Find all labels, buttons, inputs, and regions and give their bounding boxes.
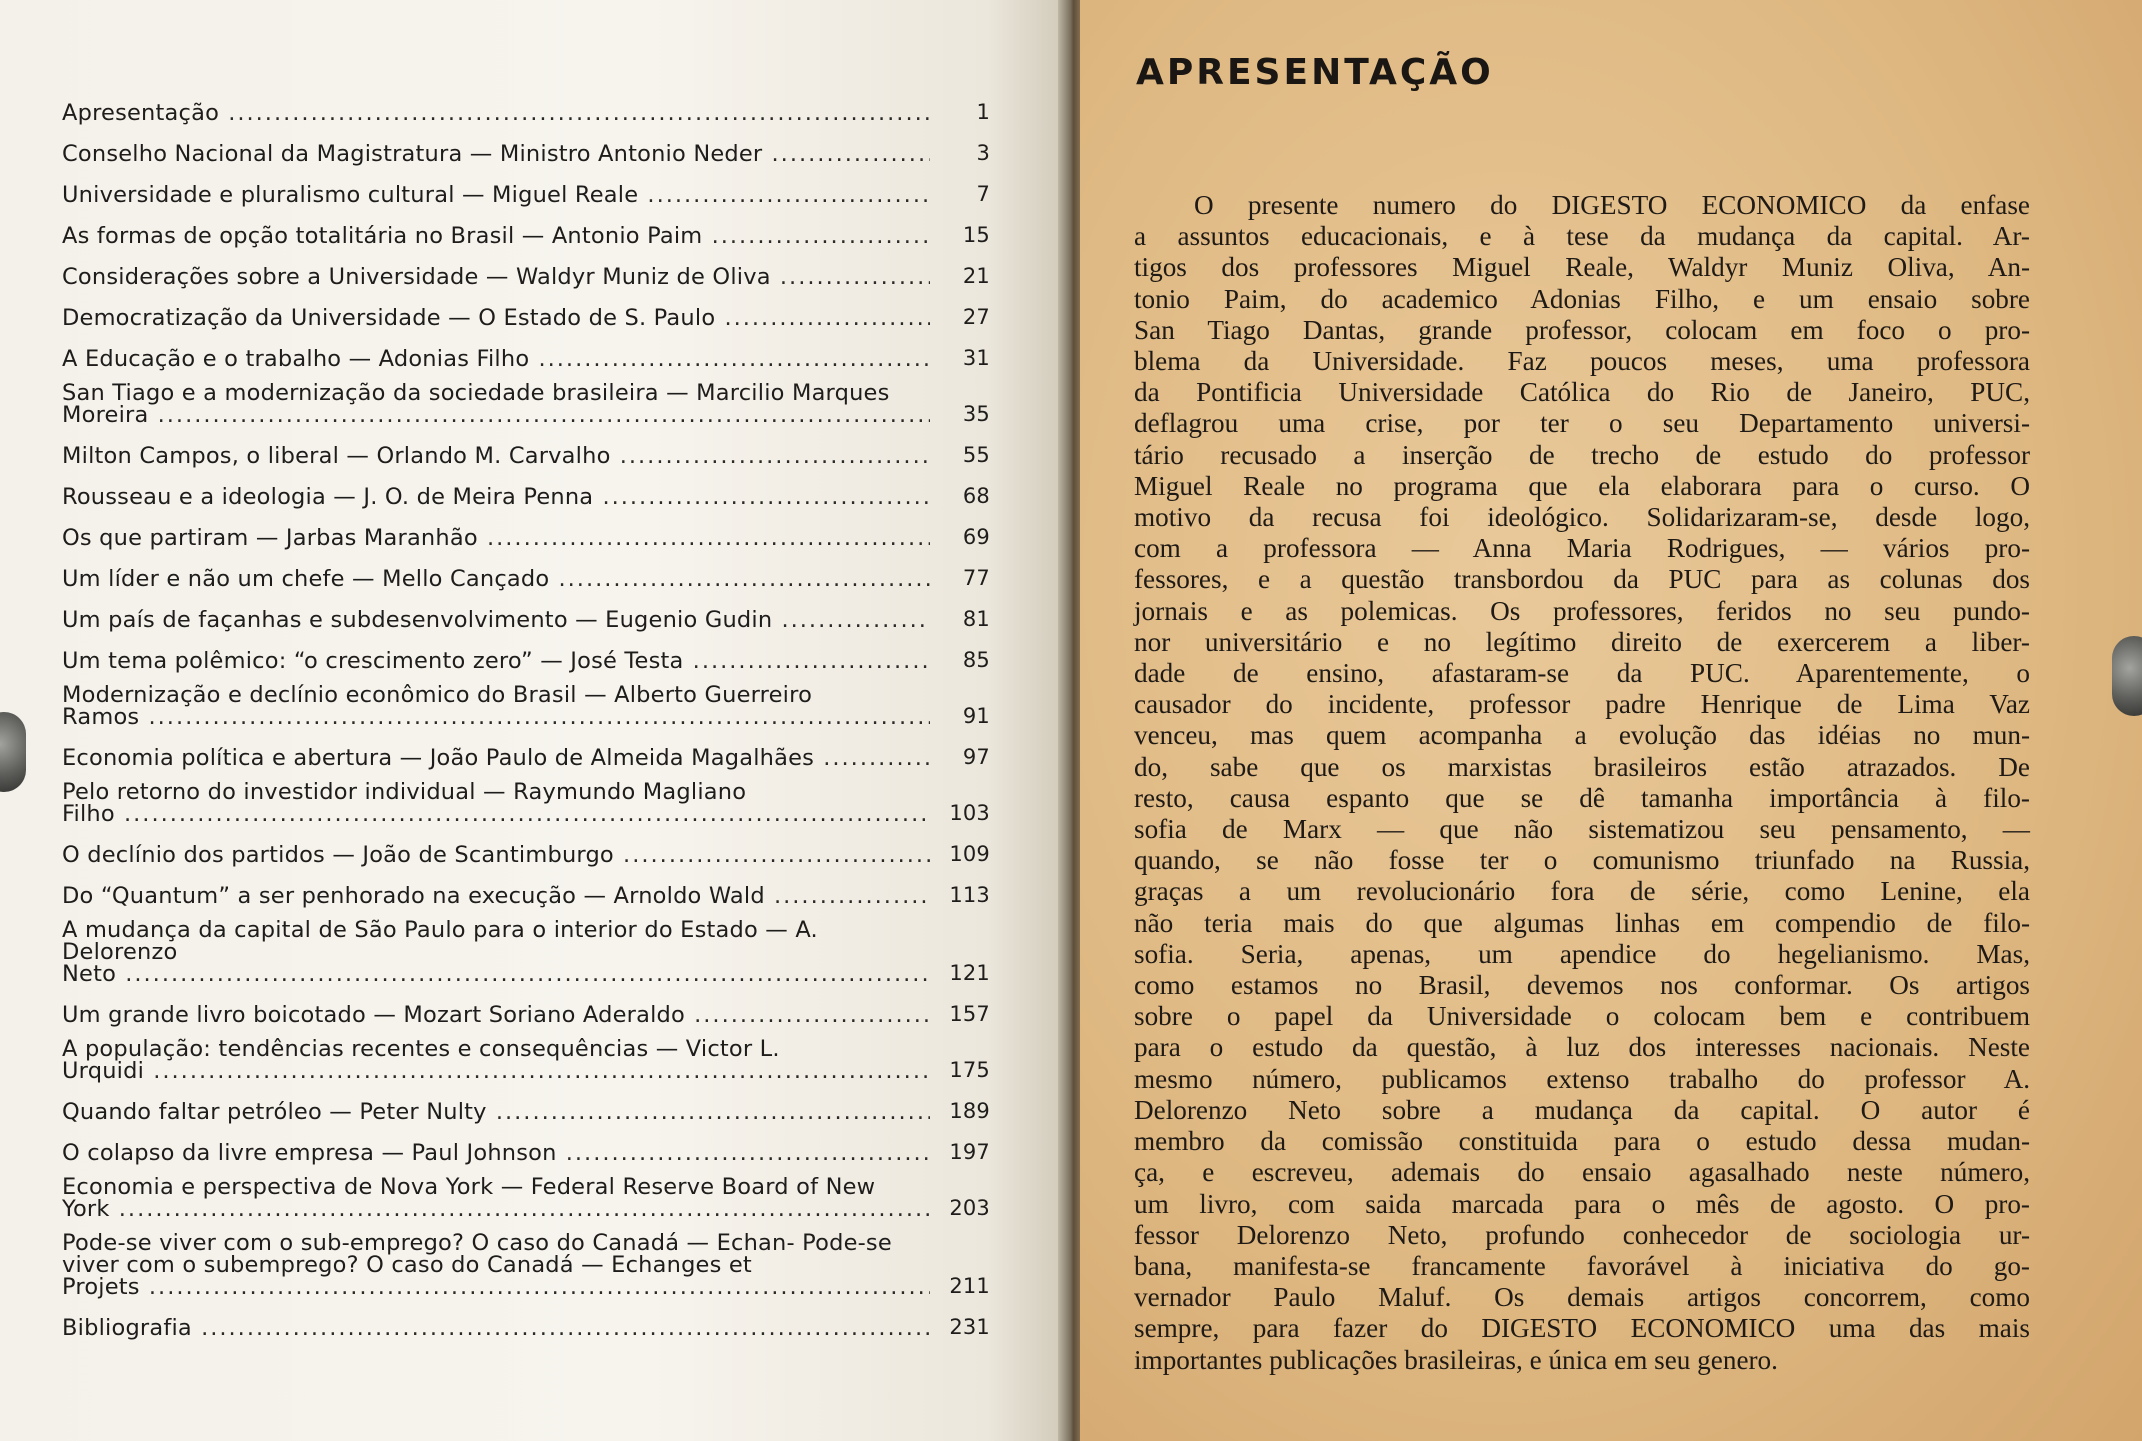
toc-entry: [62, 223, 990, 249]
toc-entry-page: 203: [949, 1196, 990, 1220]
toc-entry-page: 7: [976, 182, 990, 206]
article-line: deflagrou uma crise, por ter o seu Departamento universi-: [1134, 408, 2030, 439]
toc-entry: [62, 382, 990, 428]
article-line: importantes publicações brasileiras, e única em seu genero.: [1134, 1344, 1778, 1375]
toc-entry-page: 15: [962, 223, 990, 247]
toc-entry-page: 97: [962, 745, 990, 769]
toc-entry-title: Modernização e declínio econômico do Brasil — Alberto Guerreiro Ramos .....: [62, 684, 930, 730]
table-of-contents: [62, 100, 990, 1341]
toc-entry-title: A Educação e o trabalho — Adonias Filho .....: [62, 348, 930, 372]
article-line: causador do incidente, professor padre Henrique de Lima Vaz: [1134, 689, 2030, 720]
article-line: jornais e as polemicas. Os professores, feridos no seu pundo-: [1134, 595, 2030, 626]
article-line: membro da comissão constituida para o estudo dessa mudan-: [1134, 1126, 2030, 1157]
toc-entry-page: 175: [949, 1058, 990, 1082]
toc-entry: [62, 1232, 990, 1300]
toc-entry-title: Rousseau e a ideologia — J. O. de Meira Penna .....: [62, 486, 930, 510]
toc-entry: [62, 1038, 990, 1084]
toc-entry-page: 113: [949, 883, 990, 907]
toc-entry-page: 35: [962, 402, 990, 426]
toc-entry-title: Considerações sobre a Universidade — Waldyr Muniz de Oliva .....: [62, 266, 930, 290]
toc-entry-page: 211: [949, 1274, 990, 1298]
toc-entry-title: Democratização da Universidade — O Estado de S. Paulo .....: [62, 307, 930, 331]
article-line: graças a um revolucionário fora de série, como Lenine, ela: [1134, 876, 2030, 907]
article-line: sofia. Seria, apenas, um apendice do hegelianismo. Mas,: [1134, 938, 2030, 969]
toc-entry-title: Um tema polêmico: “o crescimento zero” — José Testa .....: [62, 650, 930, 674]
toc-entry-page: 91: [962, 704, 990, 728]
toc-entry: [62, 1140, 990, 1166]
toc-entry-title: As formas de opção totalitária no Brasil — Antonio Paim .....: [62, 225, 930, 249]
toc-entry-title: O declínio dos partidos — João de Scantimburgo .....: [62, 844, 930, 868]
article-line: da Pontificia Universidade Católica do Rio de Janeiro, PUC,: [1134, 377, 2030, 408]
toc-entry: [62, 607, 990, 633]
toc-entry-page: 77: [962, 566, 990, 590]
toc-entry-page: 68: [962, 484, 990, 508]
toc-entry: [62, 525, 990, 551]
article-line: fessor Delorenzo Neto, profundo conhecedor de sociologia ur-: [1134, 1219, 2030, 1250]
toc-entry-page: 197: [949, 1140, 990, 1164]
toc-entry-title: Um grande livro boicotado — Mozart Soriano Aderaldo .....: [62, 1004, 930, 1028]
toc-entry: [62, 1315, 990, 1341]
article-line: mesmo número, publicamos extenso trabalho do professor A.: [1134, 1063, 2030, 1094]
staple-right: [2112, 636, 2142, 716]
toc-entry: [62, 1176, 990, 1222]
toc-entry: [62, 264, 990, 290]
article-line: tigos dos professores Miguel Reale, Waldyr Muniz Oliva, An-: [1134, 252, 2030, 283]
article-line: como estamos no Brasil, devemos nos conformar. Os artigos: [1134, 970, 2030, 1001]
toc-entry-title: Economia política e abertura — João Paulo de Almeida Magalhães .....: [62, 747, 930, 771]
staple-left: [0, 712, 26, 792]
toc-entry: [62, 745, 990, 771]
toc-entry-page: 121: [949, 961, 990, 985]
toc-entry-title: Pode-se viver com o sub-emprego? O caso do Canadá — Echan- Pode-se viver com o subemprego? O caso do Canadá — Echanges et Projets .....: [62, 1232, 930, 1300]
toc-entry: [62, 182, 990, 208]
article-line: Delorenzo Neto sobre a mudança da capital. O autor é: [1134, 1094, 2030, 1125]
article-line: bana, manifesta-se francamente favorável à iniciativa do go-: [1134, 1250, 2030, 1281]
toc-entry-page: 157: [949, 1002, 990, 1026]
toc-entry: [62, 305, 990, 331]
toc-entry: [62, 1099, 990, 1125]
toc-entry-page: 27: [962, 305, 990, 329]
article-line: fessores, e a questão transbordou da PUC para as colunas dos: [1134, 564, 2030, 595]
toc-entry-title: Milton Campos, o liberal — Orlando M. Carvalho .....: [62, 445, 930, 469]
toc-entry: [62, 566, 990, 592]
article-line: tário recusado a inserção de trecho de estudo do professor: [1134, 439, 2030, 470]
toc-entry-title: Economia e perspectiva de Nova York — Federal Reserve Board of New York .....: [62, 1176, 930, 1222]
toc-entry-title: Um país de façanhas e subdesenvolvimento — Eugenio Gudin .....: [62, 609, 930, 633]
article-line: sofia de Marx — que não sistematizou seu pensamento, —: [1134, 814, 2030, 845]
article-line: tonio Paim, do academico Adonias Filho, e um ensaio sobre: [1134, 283, 2030, 314]
toc-entry-title: Apresentação .....: [62, 102, 930, 126]
article-line: para o estudo da questão, à luz dos interesses nacionais. Neste: [1134, 1032, 2030, 1063]
toc-entry-page: 55: [962, 443, 990, 467]
presentation-page: [1080, 0, 2142, 1441]
toc-entry-title: A população: tendências recentes e consequências — Victor L. Urquidi .....: [62, 1038, 930, 1084]
article-line: sempre, para fazer do DIGESTO ECONOMICO uma das mais: [1134, 1313, 2030, 1344]
toc-entry: [62, 443, 990, 469]
toc-entry-page: 1: [976, 100, 990, 124]
toc-entry-page: 103: [949, 801, 990, 825]
article-line: um livro, com saida marcada para o mês de agosto. O pro-: [1134, 1188, 2030, 1219]
toc-entry-page: 189: [949, 1099, 990, 1123]
toc-entry-title: San Tiago e a modernização da sociedade brasileira — Marcilio Marques Moreira .....: [62, 382, 930, 428]
article-line: San Tiago Dantas, grande professor, colocam em foco o pro-: [1134, 314, 2030, 345]
toc-entry-page: 69: [962, 525, 990, 549]
toc-entry: [62, 648, 990, 674]
toc-entry-title: Quando faltar petróleo — Peter Nulty .....: [62, 1101, 930, 1125]
toc-entry: [62, 781, 990, 827]
toc-entry-page: 85: [962, 648, 990, 672]
toc-entry-page: 21: [962, 264, 990, 288]
article-line: venceu, mas quem acompanha a evolução das idéias no mun-: [1134, 720, 2030, 751]
article-line: do, sabe que os marxistas brasileiros estão atrazados. De: [1134, 751, 2030, 782]
toc-entry-page: 109: [949, 842, 990, 866]
article-line: a assuntos educacionais, e à tese da mudança da capital. Ar-: [1134, 221, 2030, 252]
toc-entry: [62, 100, 990, 126]
page-heading: APRESENTAÇÃO: [1136, 52, 1494, 93]
toc-entry: [62, 919, 990, 987]
article-line: motivo da recusa foi ideológico. Solidarizaram-se, desde logo,: [1134, 502, 2030, 533]
toc-entry-page: 31: [962, 346, 990, 370]
toc-entry: [62, 684, 990, 730]
toc-entry-title: Universidade e pluralismo cultural — Miguel Reale .....: [62, 184, 930, 208]
article-line: nor universitário e no legítimo direito de exercerem a liber-: [1134, 626, 2030, 657]
toc-entry-page: 81: [962, 607, 990, 631]
article-line: O presente numero do DIGESTO ECONOMICO da enfase: [1194, 190, 2030, 220]
article-line: resto, causa espanto que se dê tamanha importância à filo-: [1134, 782, 2030, 813]
toc-entry-page: 3: [976, 141, 990, 165]
toc-entry-title: O colapso da livre empresa — Paul Johnson .....: [62, 1142, 930, 1166]
toc-entry-title: Bibliografia .....: [62, 1317, 930, 1341]
article-line: dade de ensino, afastaram-se da PUC. Aparentemente, o: [1134, 658, 2030, 689]
article-line: sobre o papel da Universidade o colocam bem e contribuem: [1134, 1001, 2030, 1032]
toc-entry-title: Um líder e não um chefe — Mello Cançado .....: [62, 568, 930, 592]
toc-entry: [62, 484, 990, 510]
toc-entry-title: Pelo retorno do investidor individual — Raymundo Magliano Filho .....: [62, 781, 930, 827]
toc-entry-title: Os que partiram — Jarbas Maranhão .....: [62, 527, 930, 551]
toc-entry-page: 231: [949, 1315, 990, 1339]
toc-entry: [62, 883, 990, 909]
toc-entry-title: A mudança da capital de São Paulo para o interior do Estado — A. Delorenzo Neto .....: [62, 919, 930, 987]
article-line: com a professora — Anna Maria Rodrigues, — vários pro-: [1134, 533, 2030, 564]
article-line: Miguel Reale no programa que ela elaborara para o curso. O: [1134, 470, 2030, 501]
article-line: quando, se não fosse ter o comunismo triunfado na Russia,: [1134, 845, 2030, 876]
article-line: não teria mais do que algumas linhas em compendio de filo-: [1134, 907, 2030, 938]
toc-entry: [62, 1002, 990, 1028]
toc-entry: [62, 346, 990, 372]
article-line: vernador Paulo Maluf. Os demais artigos concorrem, como: [1134, 1282, 2030, 1313]
toc-entry: [62, 842, 990, 868]
toc-entry-title: Conselho Nacional da Magistratura — Ministro Antonio Neder .....: [62, 143, 930, 167]
toc-entry-title: Do “Quantum” a ser penhorado na execução — Arnoldo Wald .....: [62, 885, 930, 909]
article-line: ça, e escreveu, ademais do ensaio agasalhado neste número,: [1134, 1157, 2030, 1188]
article-line: blema da Universidade. Faz poucos meses, uma professora: [1134, 346, 2030, 377]
article-body: [1134, 190, 2030, 1376]
toc-entry: [62, 141, 990, 167]
